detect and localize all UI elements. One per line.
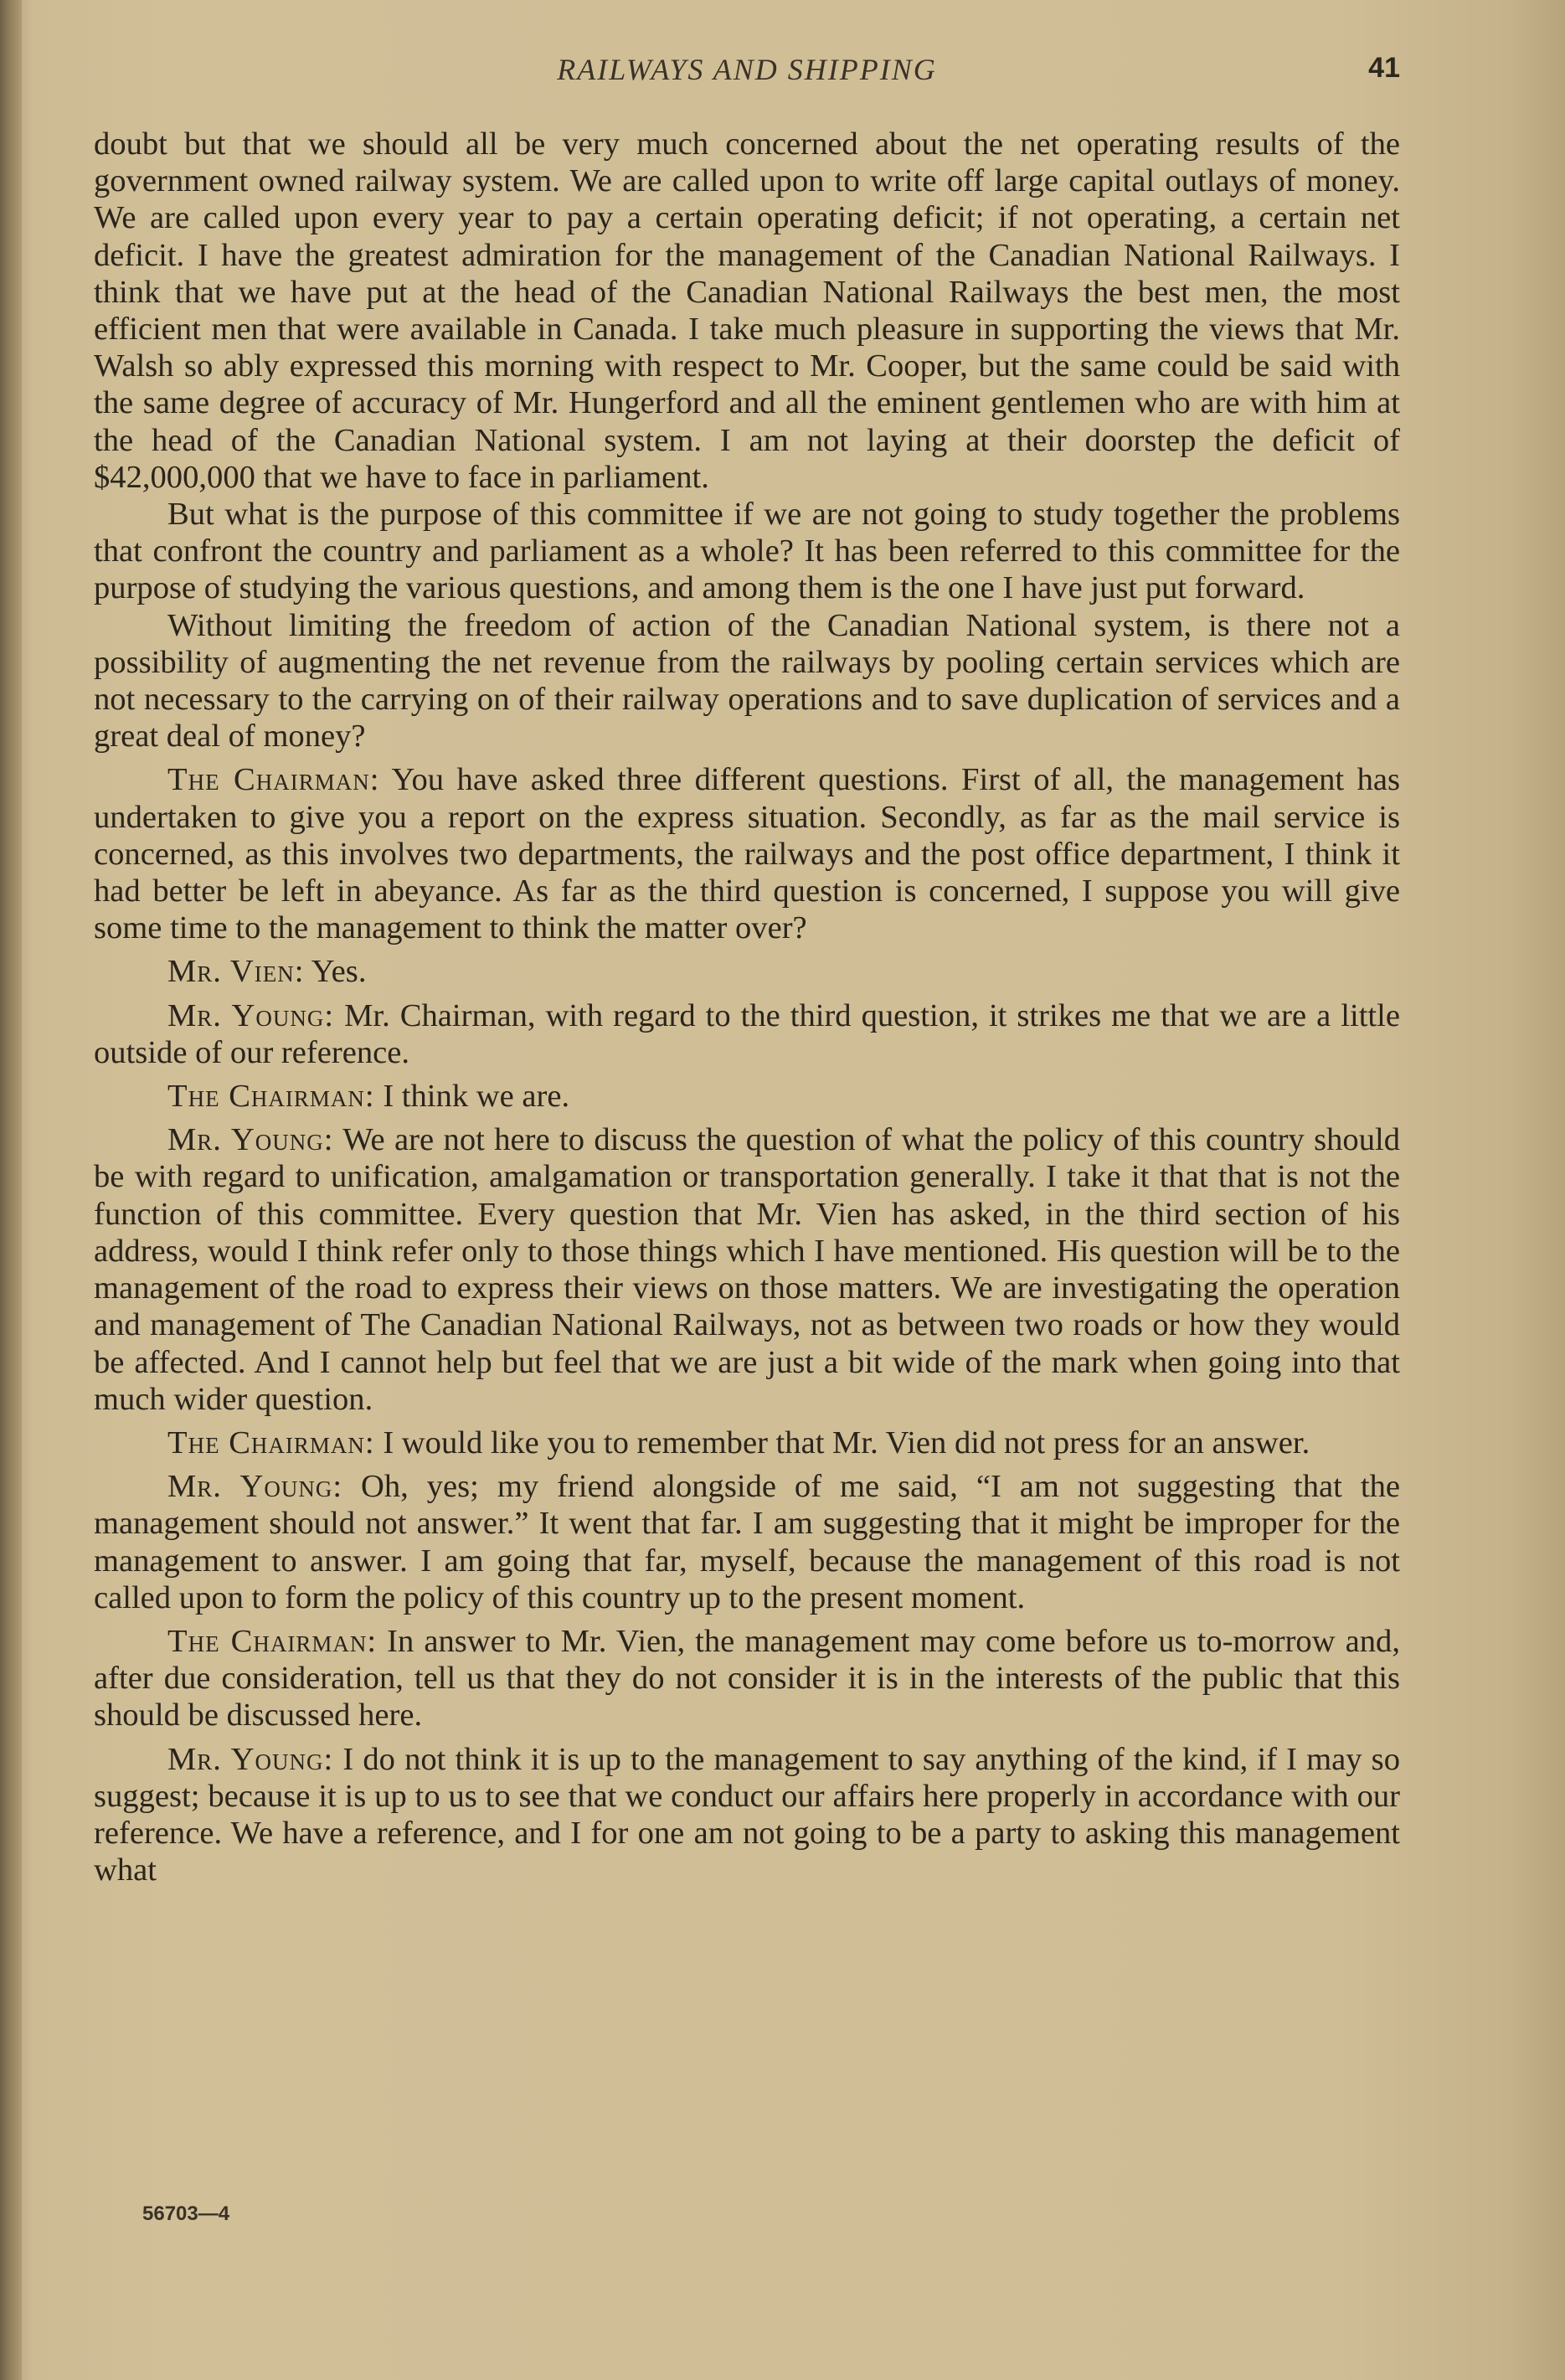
speaker-label: Mr. Vien: bbox=[167, 954, 305, 990]
speaker-label: The Chairman: bbox=[167, 1424, 375, 1460]
paragraph-3 bbox=[94, 607, 1400, 755]
body-text bbox=[94, 126, 1400, 1888]
paragraph-10 bbox=[94, 1468, 1400, 1616]
paragraph-text: I do not think it is up to the management to say anything of the kind, if I may so suggest; because it is up to us to see that we conduct our affairs here properly in accordance with our reference. We have a reference, and I for one am not going to be a party to asking this management what bbox=[94, 1741, 1400, 1888]
speaker-label: Mr. Young: bbox=[167, 997, 335, 1033]
paragraph-2 bbox=[94, 496, 1400, 607]
paragraph-text: I would like you to remember that Mr. Vien did not press for an answer. bbox=[383, 1424, 1310, 1460]
signature-code: 56703—4 bbox=[142, 2202, 230, 2225]
paragraph-6 bbox=[94, 997, 1400, 1071]
running-head: RAILWAYS AND SHIPPING bbox=[557, 53, 937, 86]
page-number: 41 bbox=[1368, 52, 1400, 84]
page-header bbox=[94, 52, 1400, 102]
paragraph-7 bbox=[94, 1078, 1400, 1115]
paragraph-9 bbox=[94, 1424, 1400, 1461]
page-binding-edge bbox=[0, 0, 22, 2380]
speaker-label: Mr. Young: bbox=[167, 1741, 334, 1777]
paragraph-text: I think we are. bbox=[383, 1079, 570, 1115]
speaker-label: Mr. Young: bbox=[167, 1122, 334, 1158]
paragraph-text: We are not here to discuss the question of what the policy of this country should be with regard to unification, amalgamation or transportation generally. I take it that that is not the function of this committee. Every question that Mr. Vien has asked, in the third section of his address, would I think refer only to those things which I have mentioned. His question will be to the management of the road to express their views on those matters. We are investigating the operation and management of The Canadian National Railways, not as between two roads or how they would be affected. And I cannot help but feel that we are just a bit wide of the mark when going into that much wider question. bbox=[94, 1122, 1400, 1417]
paragraph-text: In answer to Mr. Vien, the management may come before us to-morrow and, after due consideration, tell us that they do not consider it is in the interests of the public that this should be discussed here. bbox=[94, 1623, 1400, 1733]
paragraph-text: Oh, yes; my friend alongside of me said, “I am not suggesting that the management should not answer.” It went that far. I am suggesting that it might be improper for the management to answer. I am going that far, myself, because the management of this road is not called upon to form the policy of this country up to the present moment. bbox=[94, 1469, 1400, 1615]
paragraph-text: doubt but that we should all be very much concerned about the net operating results of the government owned railway system. We are called upon to write off large capital outlays of money. We are called upon every year to pay a certain operating deficit; if not operating, a certain net deficit. I have the greatest admiration for the management of the Canadian National Railways. I think that we have put at the head of the Canadian National Railways the best men, the most efficient men that were available in Canada. I take much pleasure in supporting the views that Mr. Walsh so ably expressed this morning with respect to Mr. Cooper, but the same could be said with the same degree of accuracy of Mr. Hungerford and all the eminent gentlemen who are with him at the head of the Canadian National system. I am not laying at their doorstep the deficit of $42,000,000 that we have to face in parliament. bbox=[94, 126, 1400, 495]
paragraph-12 bbox=[94, 1741, 1400, 1889]
paragraph-11 bbox=[94, 1623, 1400, 1734]
speaker-label: The Chairman: bbox=[167, 1079, 375, 1115]
paragraph-text: Yes. bbox=[311, 954, 367, 990]
speaker-label: The Chairman: bbox=[167, 1623, 378, 1659]
paragraph-4 bbox=[94, 761, 1400, 946]
paragraph-text: Without limiting the freedom of action of the Canadian National system, is there not a possibility of augmenting the net revenue from the railways by pooling certain services which are not necessary to the carrying on of their railway operations and to save duplication of services and a great deal of money? bbox=[94, 607, 1400, 755]
paragraph-8 bbox=[94, 1121, 1400, 1418]
speaker-label: The Chairman: bbox=[167, 762, 380, 798]
paragraph-text: Mr. Chairman, with regard to the third question, it strikes me that we are a little outside of our reference. bbox=[94, 997, 1400, 1070]
paragraph-text: But what is the purpose of this committee if we are not going to study together the problems that confront the country and parliament as a whole? It has been referred to this committee for the purpose of studying the various questions, and among them is the one I have just put forward. bbox=[94, 497, 1400, 606]
paragraph-5 bbox=[94, 953, 1400, 990]
paragraph-text: You have asked three different questions. First of all, the management has undertaken to give you a report on the express situation. Secondly, as far as the mail service is concerned, as this involves two departments, the railways and the post office department, I think it had better be left in abeyance. As far as the third question is concerned, I suppose you will give some time to the management to think the matter over? bbox=[94, 762, 1401, 946]
speaker-label: Mr. Young: bbox=[167, 1469, 343, 1505]
paragraph-1 bbox=[94, 126, 1400, 496]
